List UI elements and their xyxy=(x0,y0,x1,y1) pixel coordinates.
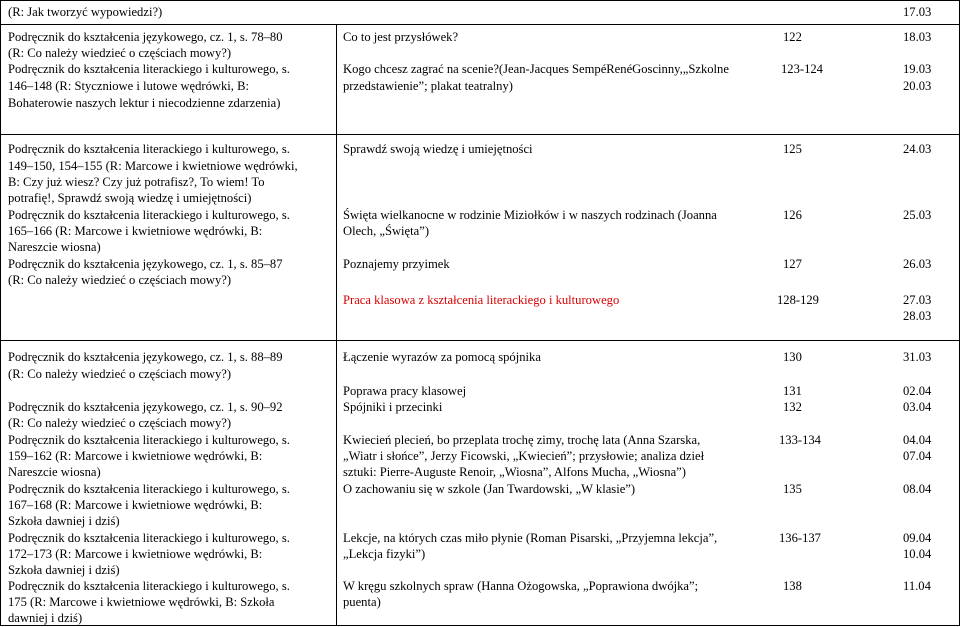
lesson-date: 04.04 xyxy=(903,433,932,447)
textbook-reference: 172–173 (R: Marcowe i kwietniowe wędrówki, B: xyxy=(8,547,263,561)
lesson-date: 31.03 xyxy=(903,350,932,364)
textbook-reference: Podręcznik do kształcenia literackiego i kulturowego, s. xyxy=(8,579,290,593)
table-border xyxy=(0,0,1,626)
lesson-pages: 138 xyxy=(783,579,802,593)
lesson-topic: „Lekcja fizyki”) xyxy=(343,547,426,561)
lesson-date: 27.03 xyxy=(903,293,932,307)
lesson-pages: 127 xyxy=(783,257,802,271)
textbook-reference: Podręcznik do kształcenia literackiego i kulturowego, s. xyxy=(8,142,290,156)
lesson-topic: Sprawdź swoją wiedzę i umiejętności xyxy=(343,142,533,156)
textbook-reference: Podręcznik do kształcenia literackiego i kulturowego, s. xyxy=(8,208,290,222)
lesson-topic: Lekcje, na których czas miło płynie (Roman Pisarski, „Przyjemna lekcja”, xyxy=(343,531,718,545)
textbook-reference: Bohaterowie naszych lektur i niecodzienne zdarzenia) xyxy=(8,96,281,110)
textbook-reference: (R: Co należy wiedzieć o częściach mowy?) xyxy=(8,416,232,430)
textbook-reference: 167–168 (R: Marcowe i kwietniowe wędrówki, B: xyxy=(8,498,263,512)
textbook-reference: 175 (R: Marcowe i kwietniowe wędrówki, B: Szkoła xyxy=(8,595,275,609)
lesson-topic: „Wiatr i słońce”, Jerzy Ficowski, „Kwiecień”; przysłowie; analiza dzieł xyxy=(343,449,705,463)
textbook-reference: Podręcznik do kształcenia językowego, cz. 1, s. 85–87 xyxy=(8,257,283,271)
lesson-pages: 125 xyxy=(783,142,802,156)
lesson-topic: Kogo chcesz zagrać na scenie?(Jean-Jacques SempéRenéGoscinny,„Szkolne xyxy=(343,62,729,76)
lesson-topic-test: Praca klasowa z kształcenia literackiego i kulturowego xyxy=(343,293,620,307)
textbook-reference: potrafię!, Sprawdź swoją wiedzę i umiejętności) xyxy=(8,191,252,205)
lesson-pages: 122 xyxy=(783,30,802,44)
textbook-reference: Podręcznik do kształcenia literackiego i kulturowego, s. xyxy=(8,433,290,447)
table-border xyxy=(0,24,960,25)
textbook-reference: Podręcznik do kształcenia literackiego i kulturowego, s. xyxy=(8,482,290,496)
lesson-date: 18.03 xyxy=(903,30,932,44)
lesson-topic: puenta) xyxy=(343,595,381,609)
lesson-topic: sztuki: Pierre-Auguste Renoir, „Wiosna”, Alfons Mucha, „Wiosna”) xyxy=(343,465,686,479)
textbook-reference: Nareszcie wiosna) xyxy=(8,240,101,254)
lesson-date: 10.04 xyxy=(903,547,932,561)
lesson-topic: przedstawienie”; plakat teatralny) xyxy=(343,79,513,93)
table-border xyxy=(0,340,960,341)
lesson-date: 17.03 xyxy=(903,5,932,19)
lesson-date: 28.03 xyxy=(903,309,932,323)
textbook-reference: B: Czy już wiesz? Czy już potrafisz?, To wiem! To xyxy=(8,175,265,189)
lesson-topic: Poznajemy przyimek xyxy=(343,257,450,271)
lesson-topic: Spójniki i przecinki xyxy=(343,400,443,414)
lesson-date: 19.03 xyxy=(903,62,932,76)
table-border xyxy=(0,0,960,1)
lesson-topic: Olech, „Święta”) xyxy=(343,224,430,238)
lesson-date: 25.03 xyxy=(903,208,932,222)
lesson-pages: 136-137 xyxy=(779,531,821,545)
lesson-date: 03.04 xyxy=(903,400,932,414)
textbook-reference: Nareszcie wiosna) xyxy=(8,465,101,479)
lesson-pages: 126 xyxy=(783,208,802,222)
textbook-reference: Podręcznik do kształcenia literackiego i kulturowego, s. xyxy=(8,531,290,545)
textbook-reference: Podręcznik do kształcenia językowego, cz. 1, s. 88–89 xyxy=(8,350,283,364)
textbook-reference: Podręcznik do kształcenia językowego, cz. 1, s. 90–92 xyxy=(8,400,283,414)
textbook-reference: 146–148 (R: Styczniowe i lutowe wędrówki, B: xyxy=(8,79,250,93)
lesson-topic: Co to jest przysłówek? xyxy=(343,30,459,44)
table-border xyxy=(0,134,960,135)
textbook-reference: (R: Co należy wiedzieć o częściach mowy?) xyxy=(8,273,232,287)
lesson-date: 20.03 xyxy=(903,79,932,93)
lesson-topic: Poprawa pracy klasowej xyxy=(343,384,467,398)
lesson-topic: W kręgu szkolnych spraw (Hanna Ożogowska, „Poprawiona dwójka”; xyxy=(343,579,699,593)
lesson-date: 09.04 xyxy=(903,531,932,545)
lesson-topic: Święta wielkanocne w rodzinie Miziołków i w naszych rodzinach (Joanna xyxy=(343,208,717,222)
section-header: (R: Jak tworzyć wypowiedzi?) xyxy=(8,5,163,19)
textbook-reference: (R: Co należy wiedzieć o częściach mowy?) xyxy=(8,367,232,381)
textbook-reference: Podręcznik do kształcenia językowego, cz. 1, s. 78–80 xyxy=(8,30,283,44)
lesson-topic: Kwiecień plecień, bo przeplata trochę zimy, trochę lata (Anna Szarska, xyxy=(343,433,701,447)
lesson-pages: 133-134 xyxy=(779,433,821,447)
table-border xyxy=(0,625,960,626)
textbook-reference: 149–150, 154–155 (R: Marcowe i kwietniowe wędrówki, xyxy=(8,159,298,173)
lesson-pages: 123-124 xyxy=(781,62,823,76)
lesson-pages: 132 xyxy=(783,400,802,414)
lesson-date: 07.04 xyxy=(903,449,932,463)
lesson-pages: 131 xyxy=(783,384,802,398)
table-border xyxy=(336,24,337,626)
textbook-reference: 159–162 (R: Marcowe i kwietniowe wędrówki, B: xyxy=(8,449,263,463)
lesson-topic: O zachowaniu się w szkole (Jan Twardowski, „W klasie”) xyxy=(343,482,636,496)
lesson-pages: 130 xyxy=(783,350,802,364)
lesson-date: 02.04 xyxy=(903,384,932,398)
lesson-pages: 128-129 xyxy=(777,293,819,307)
lesson-date: 11.04 xyxy=(903,579,931,593)
textbook-reference: Szkoła dawniej i dziś) xyxy=(8,563,120,577)
textbook-reference: 165–166 (R: Marcowe i kwietniowe wędrówki, B: xyxy=(8,224,263,238)
lesson-date: 08.04 xyxy=(903,482,932,496)
textbook-reference: Podręcznik do kształcenia literackiego i kulturowego, s. xyxy=(8,62,290,76)
lesson-date: 26.03 xyxy=(903,257,932,271)
textbook-reference: (R: Co należy wiedzieć o częściach mowy?) xyxy=(8,46,232,60)
textbook-reference: dawniej i dziś) xyxy=(8,611,83,625)
lesson-date: 24.03 xyxy=(903,142,932,156)
lesson-pages: 135 xyxy=(783,482,802,496)
textbook-reference: Szkoła dawniej i dziś) xyxy=(8,514,120,528)
lesson-topic: Łączenie wyrazów za pomocą spójnika xyxy=(343,350,541,364)
